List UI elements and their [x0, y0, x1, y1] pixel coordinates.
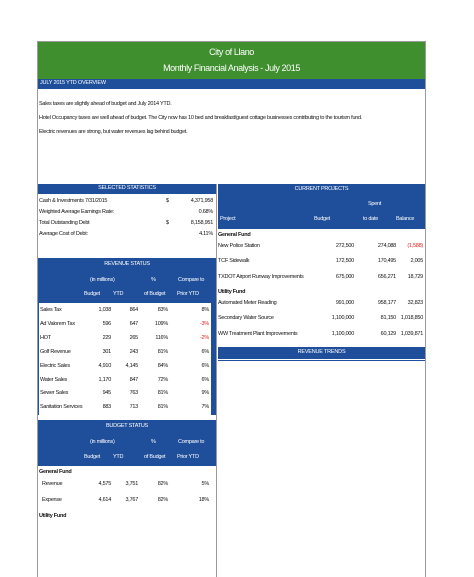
project-row-spent: 170,495 — [377, 258, 396, 264]
revenue-status-header — [38, 258, 216, 303]
revenue-row-ytd: 243 — [129, 348, 138, 355]
revenue-row-ytd: 864 — [129, 307, 138, 313]
budget-row-pct: 82% — [157, 497, 168, 503]
budget-row-budget: 4,614 — [98, 497, 111, 503]
revenue-row-pct: 72% — [157, 376, 168, 383]
revenue-row-ytd: 763 — [129, 390, 138, 397]
project-row-budget: 675,000 — [335, 273, 354, 280]
revenue-row-prior: 6% — [201, 362, 209, 369]
revenue-row-label: Ad Valorem Tax — [40, 320, 75, 327]
projects-col-balance: Balance — [396, 216, 415, 222]
project-row-balance: 1,018,850 — [400, 315, 423, 321]
projects-col-budget: Budget — [314, 216, 330, 222]
budget-pct-label: % — [151, 439, 156, 445]
projects-spent-label: Spent — [368, 201, 382, 207]
revenue-col-budget: Budget — [84, 291, 100, 297]
revenue-row-budget: 1,038 — [98, 307, 111, 313]
stat-currency: $ — [166, 198, 169, 204]
stat-label: Weighted Average Earnings Rate: — [39, 209, 114, 215]
revenue-row-pct: 109% — [154, 320, 168, 327]
revenue-row-budget: 945 — [102, 390, 111, 397]
revenue-status-title: REVENUE STATUS — [104, 261, 150, 267]
revenue-col-ytd: YTD — [113, 291, 124, 297]
project-row-budget: 1,100,000 — [331, 330, 354, 337]
project-row-name: Secondary Water Source — [218, 315, 274, 321]
revenue-row-ytd: 265 — [129, 334, 138, 341]
panel-divider — [216, 184, 217, 577]
revenue-row-label: Golf Revenue — [40, 348, 71, 355]
revenue-in-millions: (in millions) — [90, 277, 115, 283]
project-row-spent: 274,088 — [377, 242, 396, 249]
projects-col-project: Project — [220, 216, 236, 222]
project-row-budget: 991,000 — [335, 299, 354, 306]
project-row-name: Automated Meter Reading — [218, 299, 277, 306]
overview-line-3: Electric revenues are strong, but water revenues lag behind budget. — [39, 129, 188, 135]
project-row-budget: 272,500 — [335, 242, 354, 249]
selected-statistics-title: SELECTED STATISTICS — [98, 185, 156, 191]
revenue-row-pct: 81% — [157, 404, 168, 411]
project-row-balance: 18,729 — [407, 273, 423, 280]
stat-value: 0.68% — [198, 209, 213, 215]
revenue-row-prior: 8% — [201, 307, 209, 313]
revenue-row-prior: -3% — [199, 320, 209, 327]
project-row-spent: 81,150 — [380, 315, 396, 321]
revenue-row-ytd: 713 — [129, 404, 138, 411]
budget-col-of-budget: of Budget — [144, 454, 166, 460]
revenue-trends-header — [218, 347, 425, 359]
project-row-name: TCF Sidewalk — [218, 258, 250, 264]
revenue-row-pct: 83% — [157, 307, 168, 313]
selected-statistics-header — [38, 184, 216, 194]
overview-line-1: Sales taxes are slightly ahead of budget and July 2014 YTD. — [39, 101, 172, 107]
trends-rule — [218, 360, 425, 361]
overview-line-2: Hotel Occupancy taxes are well ahead of budget. The City now has 10 bed and breakfast/guest cottage businesses contributing to the tourism fund. — [39, 115, 363, 121]
projects-col-spent: to date — [363, 216, 379, 222]
budget-row-prior: 18% — [198, 497, 209, 503]
project-row-budget: 1,100,000 — [331, 315, 354, 321]
budget-status-header — [38, 420, 216, 466]
revenue-row-prior: -2% — [199, 334, 209, 341]
budget-col-ytd: YTD — [113, 454, 124, 460]
revenue-row-label: Sanitation Services — [40, 404, 83, 411]
revenue-row-ytd: 647 — [129, 320, 138, 327]
budget-row-label: Revenue — [42, 481, 63, 487]
revenue-row-label: Sales Tax — [40, 307, 62, 313]
budget-col-budget: Budget — [84, 454, 100, 460]
revenue-pct-label: % — [151, 277, 156, 283]
current-projects-header — [218, 184, 425, 229]
revenue-row-pct: 84% — [157, 362, 168, 369]
revenue-row-label: HOT — [40, 334, 51, 341]
report-subtitle: Monthly Financial Analysis - July 2015 — [163, 63, 300, 73]
budget-row-label: Expense — [42, 497, 62, 503]
budget-status-title: BUDGET STATUS — [106, 423, 148, 429]
budget-row-ytd: 3,751 — [125, 481, 138, 487]
project-row-budget: 172,500 — [335, 258, 354, 264]
current-projects-title: CURRENT PROJECTS — [294, 186, 349, 192]
revenue-row-ytd: 4,145 — [125, 362, 138, 369]
stat-label: Total Outstanding Debt — [39, 220, 90, 226]
stat-label: Average Cost of Debt: — [39, 231, 88, 237]
revenue-col-prior-ytd: Prior YTD — [177, 291, 199, 297]
budget-row-ytd: 3,767 — [125, 497, 138, 503]
city-title: City of Llano — [209, 47, 254, 57]
revenue-row-prior: 6% — [201, 348, 209, 355]
revenue-row-prior: 6% — [201, 376, 209, 383]
budget-group-label: Utility Fund — [39, 513, 67, 519]
financial-sheet — [37, 41, 426, 577]
project-group-label: General Fund — [218, 232, 251, 238]
budget-row-budget: 4,575 — [98, 481, 111, 487]
revenue-row-prior: 7% — [201, 404, 209, 411]
revenue-row-budget: 596 — [102, 320, 111, 327]
stat-currency: $ — [166, 220, 169, 226]
revenue-row-label: Sewer Sales — [40, 390, 69, 397]
budget-compare-label: Compare to — [178, 439, 205, 445]
revenue-row-prior: 9% — [201, 390, 209, 397]
revenue-row-budget: 229 — [102, 334, 111, 341]
revenue-trends-title: REVENUE TRENDS — [297, 349, 346, 355]
budget-row-pct: 82% — [157, 481, 168, 487]
stat-value: 8,158,951 — [190, 220, 213, 226]
revenue-row-budget: 301 — [102, 348, 111, 355]
revenue-row-label: Water Sales — [40, 376, 68, 383]
revenue-row-label: Electric Sales — [40, 362, 70, 369]
overview-header — [38, 79, 425, 89]
stat-label: Cash & Investments 7/31/2015 — [39, 198, 108, 204]
budget-group-label: General Fund — [39, 469, 72, 475]
revenue-col-of-budget: of Budget — [144, 291, 166, 297]
revenue-row-budget: 883 — [102, 404, 111, 411]
project-row-name: New Police Station — [218, 242, 260, 249]
revenue-compare-label: Compare to — [178, 277, 205, 283]
project-row-balance: 32,823 — [407, 299, 423, 306]
revenue-row-budget: 1,170 — [98, 376, 111, 383]
budget-in-millions: (in millions) — [90, 439, 115, 445]
revenue-row-pct: 81% — [157, 348, 168, 355]
budget-col-prior-ytd: Prior YTD — [177, 454, 199, 460]
revenue-row-pct: 116% — [155, 334, 168, 341]
stat-value: 4.11% — [199, 231, 213, 237]
project-row-spent: 958,177 — [377, 299, 396, 306]
project-row-balance: (1,588) — [407, 242, 423, 249]
revenue-row-budget: 4,910 — [98, 362, 111, 369]
revenue-row-pct: 81% — [157, 390, 168, 397]
project-group-label: Utility Fund — [218, 289, 246, 295]
budget-row-prior: 5% — [201, 481, 209, 487]
revenue-row-ytd: 847 — [129, 376, 138, 383]
stat-value: 4,371,958 — [190, 198, 213, 204]
overview-title: JULY 2015 YTD OVERVIEW — [40, 80, 106, 86]
project-row-name: WW Treatment Plant Improvements — [218, 330, 298, 337]
project-row-balance: 2,005 — [410, 258, 423, 264]
title-banner — [38, 42, 425, 79]
project-row-spent: 60,129 — [380, 330, 396, 337]
project-row-balance: 1,039,871 — [400, 330, 423, 337]
project-row-spent: 656,271 — [377, 273, 396, 280]
project-row-name: TXDOT Airport Runway Improvements — [218, 273, 304, 280]
